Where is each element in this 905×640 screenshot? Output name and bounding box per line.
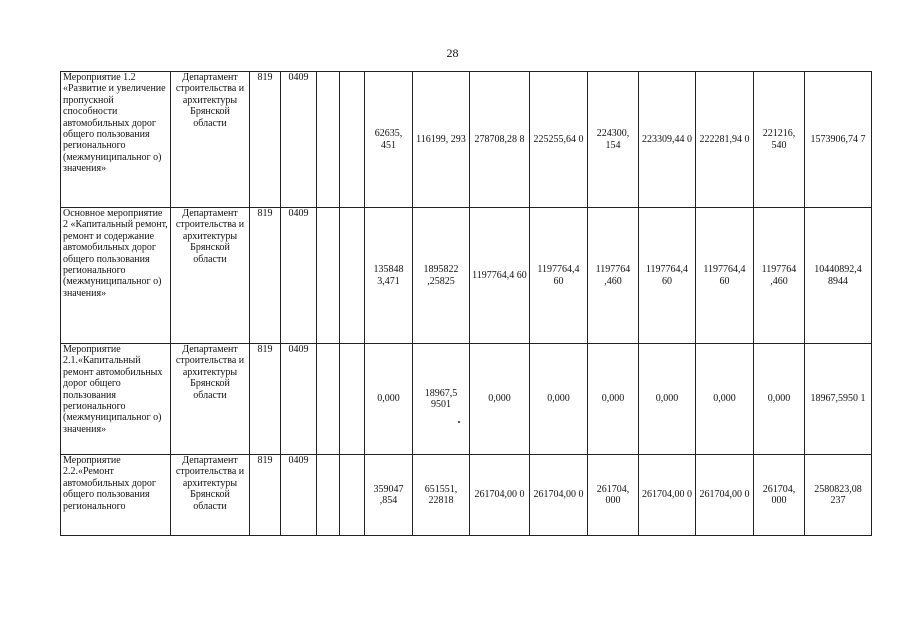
section-code-cell: 0409 <box>281 344 317 455</box>
year-value-cell: 224300, 154 <box>588 72 639 208</box>
year-value-cell: 0,000 <box>639 344 696 455</box>
year-value-cell: 0,000 <box>530 344 588 455</box>
total-value-cell: 10440892,4 8944 <box>805 208 872 344</box>
year-value-cell: 1197764,4 60 <box>696 208 754 344</box>
year-value-cell: 261704, 000 <box>754 455 805 536</box>
target-article-cell <box>317 455 340 536</box>
year-value-cell: 0,000 <box>470 344 530 455</box>
year-value-cell: 359047 ,854 <box>365 455 413 536</box>
year-value-cell: 1197764 ,460 <box>754 208 805 344</box>
department-cell: Департамент строительства и архитектуры Брянской области <box>171 208 250 344</box>
expense-type-cell <box>340 208 365 344</box>
year-value-cell: 261704,00 0 <box>639 455 696 536</box>
section-code-cell: 0409 <box>281 455 317 536</box>
grbs-code-cell: 819 <box>250 344 281 455</box>
year-value-cell: 116199, 293 <box>413 72 470 208</box>
year-value-cell: 223309,44 0 <box>639 72 696 208</box>
year-value-cell: 225255,64 0 <box>530 72 588 208</box>
year-value-cell: 1197764,4 60 <box>639 208 696 344</box>
year-value-cell: 221216, 540 <box>754 72 805 208</box>
department-cell: Департамент строительства и архитектуры Брянской области <box>171 344 250 455</box>
activity-name-cell: Мероприятие 1.2 «Развитие и увеличение пропускной способности автомобильных дорог общего пользования регионального (межмуниципальног о) значения» <box>61 72 171 208</box>
year-value-cell: 261704,00 0 <box>470 455 530 536</box>
target-article-cell <box>317 344 340 455</box>
scan-dot <box>458 421 460 423</box>
page-number: 28 <box>446 46 459 60</box>
year-value-cell: 1895822 ,25825 <box>413 208 470 344</box>
expense-type-cell <box>340 455 365 536</box>
year-value-cell: 62635, 451 <box>365 72 413 208</box>
department-cell: Департамент строительства и архитектуры Брянской области <box>171 72 250 208</box>
year-value-cell: 0,000 <box>588 344 639 455</box>
table-row <box>61 344 872 455</box>
target-article-cell <box>317 208 340 344</box>
year-value-cell: 0,000 <box>365 344 413 455</box>
table-row <box>61 72 872 208</box>
department-cell: Департамент строительства и архитектуры Брянской области <box>171 455 250 536</box>
year-value-cell: 651551, 22818 <box>413 455 470 536</box>
activity-name-cell: Мероприятие 2.2.«Ремонт автомобильных дорог общего пользования регионального <box>61 455 171 536</box>
year-value-cell: 1197764 ,460 <box>588 208 639 344</box>
grbs-code-cell: 819 <box>250 208 281 344</box>
year-value-cell: 261704,00 0 <box>530 455 588 536</box>
grbs-code-cell: 819 <box>250 72 281 208</box>
year-value-cell: 1197764,4 60 <box>530 208 588 344</box>
year-value-cell: 261704, 000 <box>588 455 639 536</box>
year-value-cell: 0,000 <box>696 344 754 455</box>
total-value-cell: 2580823,08 237 <box>805 455 872 536</box>
year-value-cell: 261704,00 0 <box>696 455 754 536</box>
target-article-cell <box>317 72 340 208</box>
expense-type-cell <box>340 344 365 455</box>
budget-table <box>60 71 872 536</box>
activity-name-cell: Мероприятие 2.1.«Капитальный ремонт автомобильных дорог общего пользования регионального (межмуниципальног о) значения» <box>61 344 171 455</box>
total-value-cell: 1573906,74 7 <box>805 72 872 208</box>
year-value-cell: 222281,94 0 <box>696 72 754 208</box>
year-value-cell: 0,000 <box>754 344 805 455</box>
section-code-cell: 0409 <box>281 208 317 344</box>
section-code-cell: 0409 <box>281 72 317 208</box>
year-value-cell: 18967,5 9501 <box>413 344 470 455</box>
year-value-cell: 135848 3,471 <box>365 208 413 344</box>
grbs-code-cell: 819 <box>250 455 281 536</box>
total-value-cell: 18967,5950 1 <box>805 344 872 455</box>
year-value-cell: 278708,28 8 <box>470 72 530 208</box>
table-row <box>61 455 872 536</box>
expense-type-cell <box>340 72 365 208</box>
year-value-cell: 1197764,4 60 <box>470 208 530 344</box>
activity-name-cell: Основное мероприятие 2 «Капитальный ремонт, ремонт и содержание автомобильных дорог общего пользования регионального (межмуниципальног о) значения» <box>61 208 171 344</box>
table-row <box>61 208 872 344</box>
